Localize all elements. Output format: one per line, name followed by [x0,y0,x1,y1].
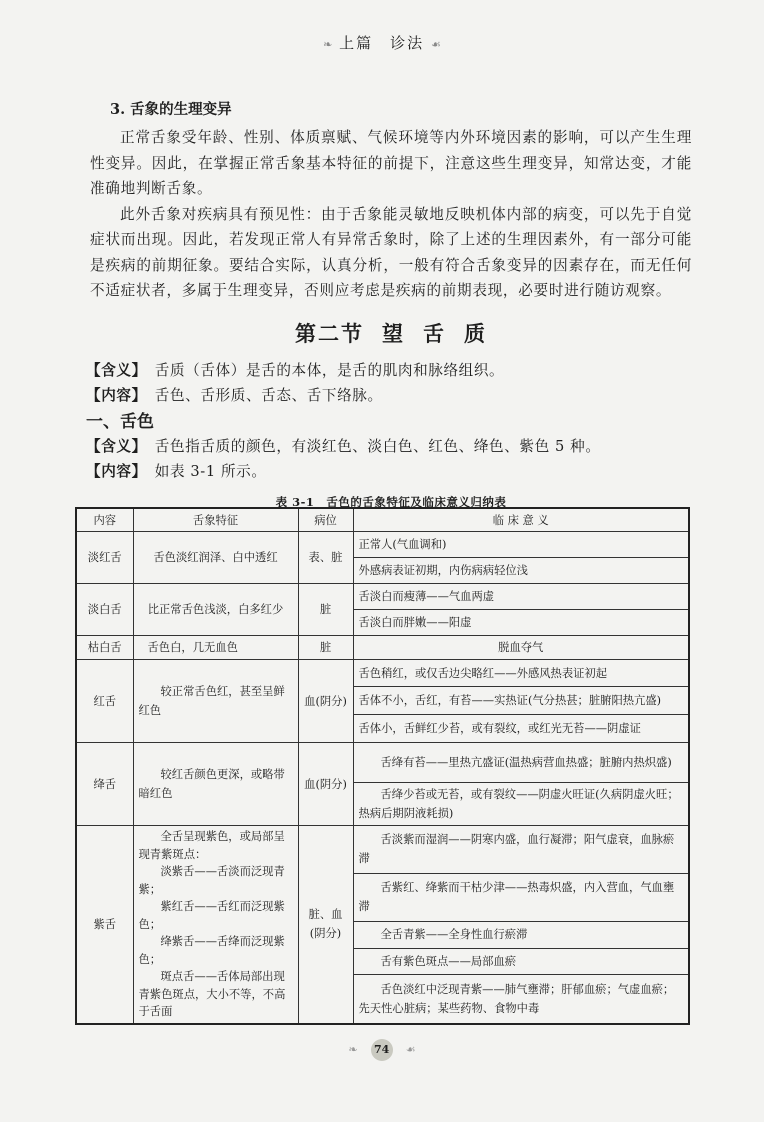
clinical-meaning: 舌有紫色斑点——局部血瘀 [353,948,689,975]
header-cell: 舌象特征 [133,508,298,532]
paragraph: 正常舌象受年龄、性别、体质禀赋、气候环境等内外环境因素的影响，可以产生生理性变异。因此，在掌握正常舌象基本特征的前提下，注意这些生理变异，知常达变，才能准确地判断舌象。 [90,129,692,197]
text: 舌色指舌质的颜色，有淡红色、淡白色、红色、绛色、紫色 5 种。 [154,437,601,455]
clinical-meaning: 舌紫红、绛紫而干枯少津——热毒炽盛，内入营血，气血壅滞 [353,873,689,921]
clinical-meaning: 舌色稍红，或仅舌边尖略红——外感风热表证初起 [353,660,689,687]
ornament-right-icon: ☙ [430,38,441,51]
section-meaning [86,358,692,383]
clinical-meaning: 脱血夺气 [353,636,689,660]
clinical-meaning: 舌淡白而瘦薄——气血两虚 [353,584,689,610]
tongue-color-table [75,507,690,1025]
table-row [76,660,689,687]
table-header-row [76,508,689,532]
section-title [90,318,692,348]
running-head-text: 上篇 诊法 [339,34,425,52]
tongue-location: 血(阴分) [298,660,353,743]
label: 【内容】 [86,462,147,480]
tongue-feature [133,826,298,1024]
feature-line: 全舌呈现紫色，或局部呈现青紫斑点： [138,830,285,861]
tongue-name: 枯白舌 [76,636,133,660]
clinical-meaning: 全舌青紫——全身性血行瘀滞 [353,921,689,948]
table-row [76,584,689,610]
text: 舌色、舌形质、舌态、舌下络脉。 [154,386,383,404]
paragraph: 此外舌象对疾病具有预见性：由于舌象能灵敏地反映机体内部的病变，可以先于自觉症状而出现。因此，若发现正常人有异常舌象时，除了上述的生理因素外，有一部分可能是疾病的前期征象。要结合实际，认真分析，一般有符合舌象变异的因素存在，而无任何不适症状者，多属于生理变异，否则应考虑是疾病的前期表现，必要时进行随访观察。 [90,205,692,299]
running-head [0,32,764,53]
section-title-part: 第二节 [295,320,364,346]
text: 如表 3-1 所示。 [154,462,267,480]
page-number: 74 [371,1039,393,1061]
header-cell: 临 床 意 义 [353,508,689,532]
clinical-meaning: 舌淡白而胖嫩——阳虚 [353,610,689,636]
section-title-part: 望 [382,320,405,346]
table-row [76,532,689,558]
table-caption: 表 3-1 舌色的舌象特征及临床意义归纳表 [275,494,507,509]
part-title: 一、舌色 [86,411,154,432]
feature-line: 紫红舌——舌红而泛现紫色； [138,900,285,931]
subsection-title: 3. 舌象的生理变异 [110,101,232,118]
part-content [86,459,692,484]
tongue-location: 表、脏 [298,532,353,584]
ornament-left-icon: ❧ [323,38,333,51]
tongue-name: 红舌 [76,660,133,743]
label: 【内容】 [86,386,147,404]
tongue-location: 脏 [298,584,353,636]
clinical-meaning: 舌淡紫而湿润——阴寒内盛，血行凝滞；阳气虚衰，血脉瘀滞 [353,826,689,874]
clinical-meaning: 舌色淡红中泛现青紫——肺气壅滞；肝郁血瘀；气虚血瘀；先天性心脏病；某些药物、食物中毒 [353,975,689,1024]
tongue-feature: 较红舌颜色更深，或略带暗红色 [133,743,298,826]
ornament-right-icon: ☙ [405,1043,416,1056]
feature-line: 绛紫舌——舌绛而泛现紫色； [138,935,285,966]
tongue-feature: 舌色白，几无血色 [133,636,298,660]
tongue-name: 紫舌 [76,826,133,1024]
header-cell: 病位 [298,508,353,532]
part-meaning [86,434,692,459]
tongue-feature: 舌色淡红润泽、白中透红 [133,532,298,584]
tongue-location: 血(阴分) [298,743,353,826]
tongue-name: 淡白舌 [76,584,133,636]
section-title-part: 舌 [423,320,446,346]
table-row [76,636,689,660]
label: 【含义】 [86,361,147,379]
tongue-name: 淡红舌 [76,532,133,584]
table-row [76,826,689,874]
feature-line: 斑点舌——舌体局部出现青紫色斑点，大小不等，不高于舌面 [138,970,286,1018]
table-row [76,743,689,783]
tongue-location: 脏、血(阴分) [298,826,353,1024]
header-cell: 内容 [76,508,133,532]
clinical-meaning: 舌体不小，舌红，有苔——实热证(气分热甚；脏腑阳热亢盛) [353,687,689,715]
tongue-location: 脏 [298,636,353,660]
tongue-feature: 比正常舌色浅淡，白多红少 [133,584,298,636]
page-body [86,98,692,516]
clinical-meaning: 舌绛少苔或无苔，或有裂纹——阴虚火旺证(久病阴虚火旺；热病后期阴液耗损) [353,783,689,826]
feature-line: 淡紫舌——舌淡而泛现青紫； [138,865,285,896]
section-content [86,383,692,408]
text: 舌质（舌体）是舌的本体，是舌的肌肉和脉络组织。 [154,361,505,379]
label: 【含义】 [86,437,147,455]
clinical-meaning: 舌体小，舌鲜红少苔，或有裂纹，或红光无苔——阴虚证 [353,715,689,743]
tongue-feature: 较正常舌色红，甚至呈鲜红色 [133,660,298,743]
page-footer [0,1038,764,1061]
clinical-meaning: 正常人(气血调和) [353,532,689,558]
tongue-name: 绛舌 [76,743,133,826]
clinical-meaning: 舌绛有苔——里热亢盛证(温热病营血热盛；脏腑内热炽盛) [353,743,689,783]
ornament-left-icon: ❧ [348,1043,358,1056]
section-title-part: 质 [464,320,487,346]
clinical-meaning: 外感病表证初期，内伤病病轻位浅 [353,558,689,584]
